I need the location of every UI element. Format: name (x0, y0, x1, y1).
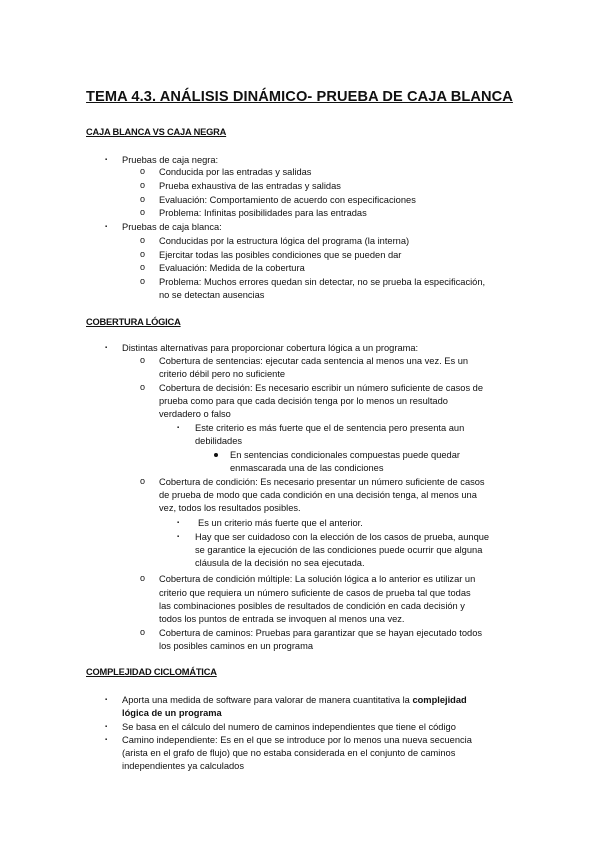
list-item-continued: (arista en el grafo de flujo) que no estaba considerada en el conjunto de caminos (122, 748, 456, 758)
bold-text: complejidad (412, 695, 467, 705)
sub-item: Problema: Infinitas posibilidades para las entradas (159, 208, 367, 218)
bullet-square: ▪ (177, 425, 180, 431)
list-item-continued: independientes ya calculados (122, 761, 244, 771)
bullet-circle: o (140, 166, 146, 176)
sub-item: Ejercitar todas las posibles condiciones que se pueden dar (159, 250, 402, 260)
bullet-circle: o (140, 573, 146, 583)
sub-item: Cobertura de caminos: Pruebas para garantizar que se hayan ejecutado todos (159, 628, 483, 638)
sub-item-continued: los posibles caminos en un programa (159, 641, 313, 651)
sub-item: Cobertura de condición: Es necesario presentar un número suficiente de casos (159, 477, 485, 487)
sub-item-continued: criterio que requiera un número suficiente de casos de prueba tal que todas (159, 588, 471, 598)
list-item-intro: Distintas alternativas para proporcionar cobertura lógica a un programa: (122, 343, 419, 353)
list-item-continued (122, 707, 222, 720)
sub-item-continued: todos los puntos de entrada se invoquen al menos una vez. (159, 614, 405, 624)
list-item-blanca: Pruebas de caja blanca: (122, 222, 222, 232)
sub-sub-item-continued: cláusula de la decisión no sea ejecutada. (195, 558, 365, 568)
bullet-dot (214, 453, 218, 457)
bullet-circle: o (140, 180, 146, 190)
bullet-circle: o (140, 194, 146, 204)
sub-item-continued: verdadero o falso (159, 409, 231, 419)
sub-sub-item: Hay que ser cuidadoso con la elección de los casos de prueba, aunque (195, 532, 490, 542)
bullet-circle: o (140, 207, 146, 217)
sub-item: Cobertura de decisión: Es necesario escribir un número suficiente de casos de (159, 383, 484, 393)
sub-item-continued: no se detectan ausencias (159, 290, 265, 300)
bullet-circle: o (140, 262, 146, 272)
bullet-circle: o (140, 627, 146, 637)
bullet-circle: o (140, 476, 146, 486)
sub-item: Cobertura de sentencias: ejecutar cada sentencia al menos una vez. Es un (159, 356, 469, 366)
list-item: Se basa en el cálculo del numero de caminos independientes que tiene el código (122, 722, 456, 732)
sub-sub-sub-item: En sentencias condicionales compuestas puede quedar (230, 450, 460, 460)
bullet-square: ▪ (105, 345, 108, 351)
sub-item-continued: criterio débil pero no suficiente (159, 369, 286, 379)
bullet-square: ▪ (177, 534, 180, 540)
section-heading-cobertura-logica: COBERTURA LÓGICA (86, 317, 181, 327)
sub-item-continued: prueba como para que cada decisión tenga por lo menos un resultado (159, 396, 448, 406)
bullet-square: ▪ (105, 737, 108, 743)
bullet-circle: o (140, 382, 146, 392)
sub-sub-item: Este criterio es más fuerte que el de sentencia pero presenta aun (195, 423, 465, 433)
section-heading-caja-blanca-vs-negra: CAJA BLANCA VS CAJA NEGRA (86, 127, 227, 137)
bullet-square: ▪ (177, 520, 180, 526)
bold-text: lógica de un programa (122, 708, 222, 718)
page-title: TEMA 4.3. ANÁLISIS DINÁMICO- PRUEBA DE CAJA BLANCA (86, 89, 513, 105)
bullet-circle: o (140, 235, 146, 245)
section-heading-complejidad-ciclomatica: COMPLEJIDAD CICLOMÁTICA (86, 667, 217, 677)
sub-item: Evaluación: Medida de la cobertura (159, 263, 305, 273)
list-item-text: Aporta una medida de software para valorar de manera cuantitativa la (122, 695, 410, 705)
sub-item: Conducida por las entradas y salidas (159, 167, 312, 177)
sub-item: Evaluación: Comportamiento de acuerdo con especificaciones (159, 195, 416, 205)
bullet-square: ▪ (105, 224, 108, 230)
sub-sub-item-continued: debilidades (195, 436, 243, 446)
sub-item-continued: vez, todos los resultados posibles. (159, 503, 301, 513)
sub-item: Cobertura de condición múltiple: La solución lógica a lo anterior es utilizar un (159, 574, 476, 584)
sub-item: Conducidas por la estructura lógica del programa (la interna) (159, 236, 410, 246)
bullet-circle: o (140, 355, 146, 365)
bullet-square: ▪ (105, 157, 108, 163)
list-item-negra: Pruebas de caja negra: (122, 155, 219, 165)
sub-item: Problema: Muchos errores quedan sin detectar, no se prueba la especificación, (159, 277, 486, 287)
bullet-circle: o (140, 276, 146, 286)
bullet-square: ▪ (105, 724, 108, 730)
sub-item-continued: de prueba de modo que cada condición en una decisión tenga, al menos una (159, 490, 477, 500)
sub-item: Prueba exhaustiva de las entradas y salidas (159, 181, 341, 191)
sub-sub-sub-item-continued: enmascarada una de las condiciones (230, 463, 384, 473)
bullet-square: ▪ (105, 697, 108, 703)
sub-sub-item-continued: se garantice la ejecución de las condiciones puede ocurrir que alguna (195, 545, 483, 555)
sub-item-continued: las combinaciones posibles de resultados de condición en cada decisión y (159, 601, 465, 611)
list-item: Camino independiente: Es en el que se introduce por lo menos una nueva secuencia (122, 735, 472, 745)
sub-sub-item: Es un criterio más fuerte que el anterior. (198, 518, 363, 528)
list-item (122, 694, 467, 707)
bullet-circle: o (140, 249, 146, 259)
